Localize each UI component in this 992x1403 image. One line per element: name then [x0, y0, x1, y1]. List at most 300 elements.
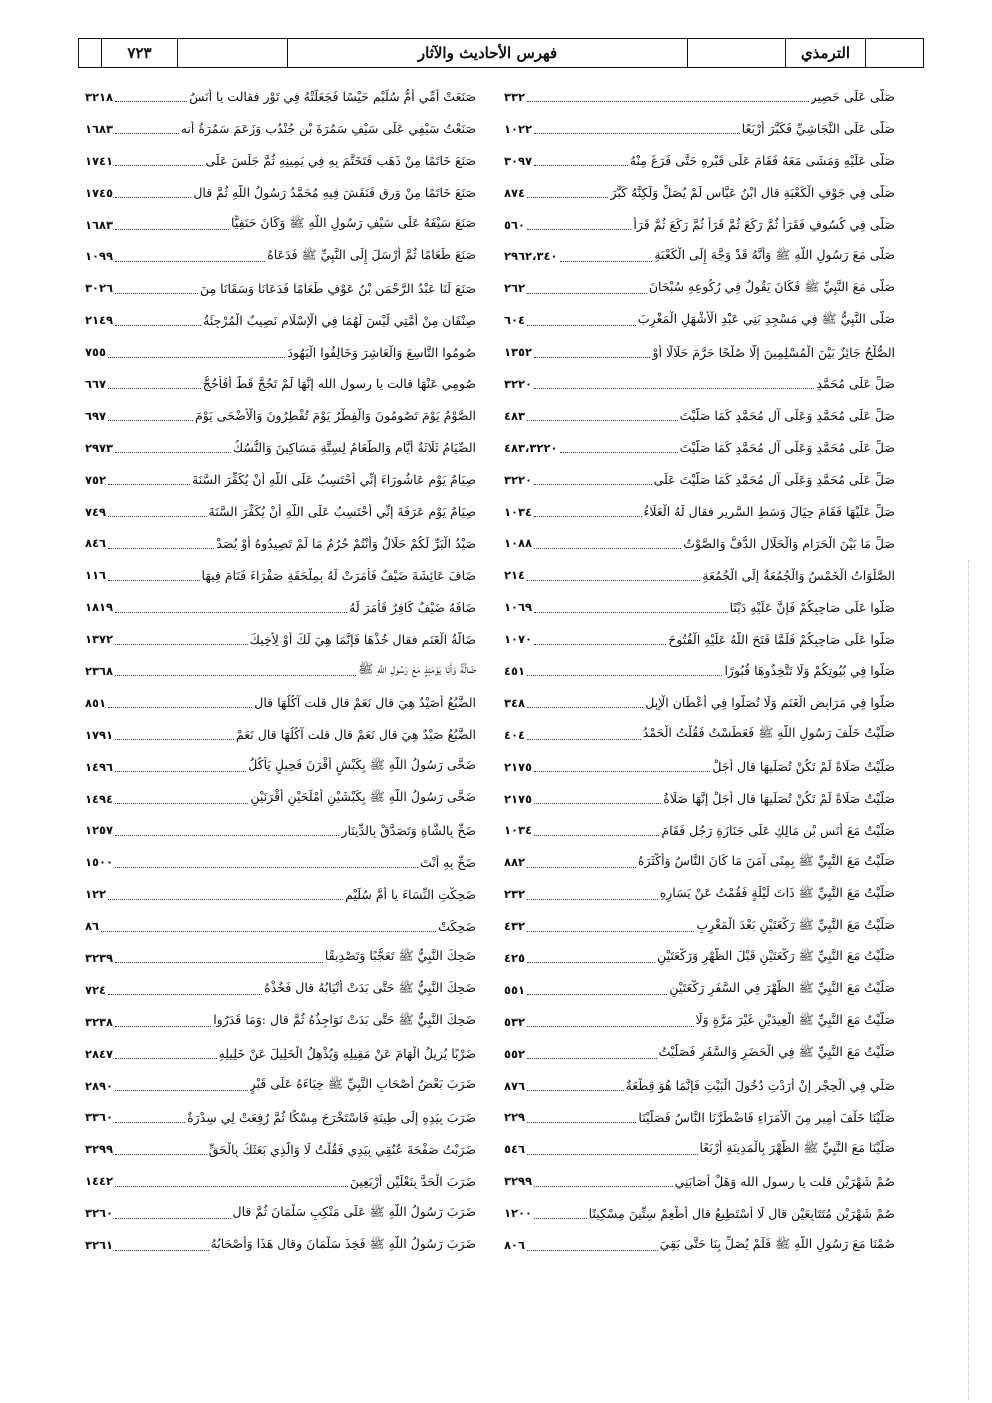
leader-dots: [115, 1154, 207, 1155]
leader-dots: [115, 133, 179, 134]
entry-text: ضَحِكَ النَّبِيُّ ﷺ حَتَّى بَدَتْ نَوَاجِذُهُ ثُمَّ قال :وَمَا قَدَرُوا: [213, 1012, 476, 1028]
entry-text: ضَرْبًا يُزِيلُ الْهَامَ عَنْ مَقِيلِهِ وَيُذْهِلُ الْخَلِيلَ عَنْ خَلِيلِهِ: [218, 1046, 476, 1062]
entry-text: صُومِي عَنْهَا قالت يا رسول الله إِنَّهَا لَمْ تَحُجَّ قَطُّ أَفَأَحُجُّ: [202, 376, 476, 392]
index-entry: [504, 400, 895, 432]
entry-text: صَلِّ عَلَى مُحَمَّدٍ: [816, 376, 895, 392]
index-entry: [85, 687, 476, 719]
entry-ref-number: ١٠٨٨: [504, 536, 533, 551]
entry-text: ضَرَبَ بِيَدِهِ إِلَى طِينَةٍ فَاسْتَخْرَجَ مِسْكًا ثُمَّ رُفِعَتْ لِي سِدْرَةٌ: [187, 1109, 476, 1125]
entry-ref-number: ١٢٠٠: [504, 1206, 533, 1221]
entry-ref-number: ٦٦٧: [85, 376, 107, 391]
entry-ref-number: ١٨١٩: [85, 600, 114, 615]
entry-text: الصُّلْحُ جَائِزٌ بَيْنَ الْمُسْلِمِينَ إِلَّا صُلْحًا حَرَّمَ حَلَالًا أَوْ: [652, 344, 895, 360]
entry-ref-number: ٣٢٦٠: [85, 1206, 114, 1221]
entry-ref-number: ٢٢٩: [504, 1110, 526, 1125]
entry-text: ضَحَّى رَسُولُ اللَّهِ ﷺ بِكَبْشَيْنِ أَمْلَحَيْنِ أَقْرَنَيْنِ: [250, 789, 476, 805]
entry-text: صَلُّوا عَلَى صَاحِبِكُمْ فَإِنَّ عَلَيْهِ دَيْنًا: [729, 599, 895, 615]
index-entry: [504, 527, 895, 559]
index-entry: [504, 209, 895, 241]
entry-ref-number: ٥٥١: [504, 982, 526, 997]
entry-text: ضَافَهُ ضَيْفٌ كَافِرٌ فَأَمَرَ لَهُ: [349, 599, 476, 615]
leader-dots: [115, 962, 323, 963]
index-entry: [85, 1102, 476, 1134]
entry-text: صُومُوا التَّاسِعَ وَالْعَاشِرَ وَخَالِفُوا الْيَهُودَ: [287, 344, 476, 360]
leader-dots: [527, 580, 700, 581]
entry-ref-number: ٤٠٤: [504, 727, 526, 742]
entry-ref-number: ٤٢٥: [504, 950, 526, 965]
leader-dots: [534, 388, 814, 389]
leader-dots: [115, 739, 234, 740]
entry-text: صَنَعْتُ سَيْفِي عَلَى سَيْفِ سَمُرَةَ بْنِ جُنْدُبٍ وَزَعَمَ سَمُرَةُ أنه: [180, 121, 476, 137]
entry-text: صَلَّى عَلَى حَصِيرٍ: [810, 89, 895, 105]
index-entry: [504, 304, 895, 336]
index-entry: [504, 878, 895, 910]
index-entry: [85, 145, 476, 177]
entry-text: صَلَّيْتُ مَعَ النَّبِيِّ ﷺ بِمِنًى آمَنَ مَا كَانَ النَّاسُ وَأَكْثَرَهُ: [637, 852, 895, 868]
entry-text: ضَرَبَ رَسُولُ اللَّهِ ﷺ عَلَى مَنْكِبِ سَلْمَانَ ثُمَّ قال: [232, 1203, 476, 1219]
index-entry: [85, 1229, 476, 1261]
leader-dots: [115, 1186, 348, 1187]
entry-text: صَنَعَ طَعَامًا ثُمَّ أَرْسَلَ إِلَى النَّبِيِّ ﷺ فَدَعَاهُ: [267, 246, 476, 262]
entry-text: صَلِّي فِي الْحِجْرِ إِنْ أَرَدْتِ دُخُولَ الْبَيْتِ فَإِنَّمَا هُوَ قِطْعَةٌ: [625, 1078, 895, 1094]
leader-dots: [115, 325, 201, 326]
entry-text: صَنَعَتْ أُمِّي أُمُّ سُلَيْمٍ حَيْسًا فَجَعَلَتْهُ فِي تَوْرٍ فقالت يا أَنَسُ: [189, 89, 476, 105]
entry-ref-number: ٤٣٢: [504, 919, 526, 934]
entry-ref-number: ١٠٣٤: [504, 504, 533, 519]
leader-dots: [527, 1154, 697, 1155]
entry-text: صُمْ شَهْرَيْنِ مُتَتَابِعَيْنِ قال لَا أَسْتَطِيعُ قال أَطْعِمْ سِتِّينَ مِسْكِينًا: [588, 1205, 895, 1221]
index-entry: [504, 1006, 895, 1038]
index-entry: [85, 974, 476, 1006]
entry-ref-number: ١٤٤٢: [85, 1174, 114, 1189]
index-entry: [85, 368, 476, 400]
entry-text: الصِّيَامُ ثَلَاثَةُ أَيَّامٍ وَالطَّعَامُ لِسِتَّةِ مَسَاكِينَ وَالنُّسُكُ: [232, 440, 476, 456]
leader-dots: [534, 835, 659, 836]
entry-text: صَلِّ عَلَيْهَا فَقَامَ حِيَالَ وَسَطِ السَّرِيرِ فقال لَهُ الْعَلَاءُ: [643, 504, 895, 520]
index-entry: [85, 496, 476, 528]
index-entry: [85, 209, 476, 241]
leader-dots: [108, 357, 285, 358]
index-entry: [504, 272, 895, 304]
index-entry: [85, 81, 476, 113]
index-entry: [504, 591, 895, 623]
entry-text: صَلَّيْتُ مَعَ أَنَسِ بْنِ مَالِكٍ عَلَى جَنَازَةِ رَجُلٍ فَقَامَ: [661, 822, 895, 838]
entry-ref-number: ٣٢٢٠: [504, 376, 533, 391]
entry-ref-number: ١٠٩٩: [85, 249, 114, 264]
leader-dots: [115, 229, 229, 230]
index-entry: [85, 910, 476, 942]
entry-ref-number: ٨٥١: [85, 695, 107, 710]
index-entry: [85, 113, 476, 145]
entry-ref-number: ٣٢١٨: [85, 89, 114, 104]
index-entry: [85, 623, 476, 655]
index-entry: [85, 751, 476, 783]
entry-ref-number: ١٠٢٢: [504, 121, 533, 136]
leader-dots: [527, 739, 641, 740]
index-entry: [504, 1165, 895, 1197]
entry-ref-number: ١٢٥٧: [85, 823, 114, 838]
index-entry: [504, 623, 895, 655]
entry-text: صَلَّيْنَا خَلْفَ أَمِيرٍ مِنَ الْأُمَرَاءِ فَاضْطَرَّنَا النَّاسُ فَصَلَّيْنَا: [638, 1109, 895, 1125]
entry-ref-number: ٢١٧٥: [504, 759, 533, 774]
leader-dots: [534, 516, 641, 517]
index-entry: [504, 145, 895, 177]
entry-ref-number: ٥٣٢: [504, 1014, 526, 1029]
entry-ref-number: ٣٢٢٠: [504, 472, 533, 487]
index-entry: [85, 783, 476, 815]
entry-text: صَلَّيْتُ مَعَ النَّبِيِّ ﷺ رَكْعَتَيْنِ بَعْدَ الْمَغْرِبِ: [696, 916, 895, 932]
entry-ref-number: ٣٢٣٨: [85, 1014, 114, 1029]
leader-dots: [527, 899, 658, 900]
leader-dots: [527, 420, 678, 421]
entry-text: ضَحِكَ النَّبِيُّ ﷺ تَعَجُّبًا وَتَصْدِيقًا: [324, 948, 476, 964]
header-spacer-left: [177, 39, 287, 67]
entry-text: ضَالَّةُ الْغَنَمِ فقال خُذْهَا فَإِنَّمَا هِيَ لَكَ أَوْ لِأَخِيكَ: [249, 631, 476, 647]
entry-text: صَلِّ عَلَى مُحَمَّدٍ وَعَلَى آلِ مُحَمَّدٍ كَمَا صَلَّيْتَ: [679, 440, 895, 456]
leader-dots: [115, 1026, 211, 1027]
margin-rule: [968, 560, 969, 1400]
leader-dots: [527, 931, 694, 932]
entry-text: صَلِّ عَلَى مُحَمَّدٍ وَعَلَى آلِ مُحَمَّدٍ كَمَا صَلَّيْتَ: [679, 408, 895, 424]
entry-text: الصَّلَوَاتُ الْخَمْسُ وَالْجُمُعَةُ إِلَى الْجُمُعَةِ: [702, 567, 895, 583]
entry-ref-number: ٢٩٦٢،٣٤٠: [504, 249, 558, 264]
leader-dots: [534, 133, 740, 134]
entry-ref-number: ٢٨٩٠: [85, 1078, 114, 1093]
header-corner-right: [865, 39, 923, 67]
book-name: الترمذي: [785, 39, 865, 67]
entry-ref-number: ٤٨٣: [504, 408, 526, 423]
leader-dots: [115, 835, 339, 836]
index-entry: [504, 783, 895, 815]
index-entry: [504, 240, 895, 272]
index-entry: [85, 846, 476, 878]
leader-dots: [115, 293, 198, 294]
entry-text: صَنَعَ لَنَا عَبْدُ الرَّحْمَنِ بْنُ عَوْفٍ طَعَامًا فَدَعَانَا وَسَقَانَا مِنَ: [199, 280, 476, 296]
leader-dots: [534, 612, 728, 613]
leader-dots: [527, 197, 608, 198]
entry-text: صَلَّيْتُ مَعَ النَّبِيِّ ﷺ الظُّهْرَ فِي السَّفَرِ رَكْعَتَيْنِ: [669, 980, 895, 996]
index-entry: [85, 591, 476, 623]
entry-ref-number: ٢١٧٥: [504, 791, 533, 806]
entry-text: صَلُّوا فِي مَرَابِضِ الْغَنَمِ وَلَا تُصَلُّوا فِي أَعْطَانِ الْإِبِلِ: [645, 695, 895, 711]
header-corner-left: [79, 39, 101, 67]
entry-ref-number: ٣٢٩٩: [85, 1142, 114, 1157]
leader-dots: [108, 548, 214, 549]
index-entry: [85, 655, 476, 687]
leader-dots: [115, 644, 248, 645]
entry-text: صَلِّ عَلَى مُحَمَّدٍ وَعَلَى آلِ مُحَمَّدٍ كَمَا صَلَّيْتَ عَلَى: [653, 472, 895, 488]
entry-ref-number: ٣٢٩٩: [504, 1174, 533, 1189]
entry-text: ضَحِكَتْ: [438, 918, 476, 934]
leader-dots: [115, 867, 418, 868]
entry-text: صَلَّيْتُ خَلْفَ رَسُولِ اللَّهِ ﷺ فَعَطَسْتُ فَقُلْتُ الْحَمْدُ: [642, 725, 895, 741]
entry-ref-number: ٣٤٨: [504, 695, 526, 710]
leader-dots: [534, 357, 650, 358]
index-entry: [504, 464, 895, 496]
index-entry: [85, 240, 476, 272]
leader-dots: [115, 771, 246, 772]
entry-ref-number: ١٢٢: [85, 887, 107, 902]
entry-text: صَنَعَ سَيْفَهُ عَلَى سَيْفِ رَسُولِ اللَّهِ ﷺ وَكَانَ حَنَفِيًّا: [231, 215, 476, 230]
entry-ref-number: ٨٧٤: [504, 185, 526, 200]
index-entry: [85, 1197, 476, 1229]
entry-ref-number: ٨٧٦: [504, 1078, 526, 1093]
entry-ref-number: ١٤٩٤: [85, 791, 114, 806]
entry-ref-number: ٧٥٥: [85, 345, 107, 360]
leader-dots: [534, 1186, 673, 1187]
entry-text: ضَرَبَ بَعْضُ أَصْحَابِ النَّبِيِّ ﷺ خِبَاءَهُ عَلَى قَبْرٍ: [249, 1076, 476, 1092]
index-entry: [504, 1070, 895, 1102]
entry-text: صَلَّى فِي جَوْفِ الْكَعْبَةِ قال ابْنُ عَبَّاسٍ لَمْ يُصَلِّ وَلَكِنَّهُ كَبَّرَ: [610, 185, 895, 201]
leader-dots: [527, 325, 636, 326]
leader-dots: [108, 516, 206, 517]
entry-text: صَلَّى عَلَى النَّجَاشِيِّ فَكَبَّرَ أَرْبَعًا: [741, 121, 895, 137]
index-entry: [504, 336, 895, 368]
leader-dots: [527, 962, 655, 963]
leader-dots: [534, 1218, 587, 1219]
page-title: فهرس الأحاديث والآثار: [287, 39, 687, 67]
entry-ref-number: ٢٣٦٨: [85, 663, 114, 678]
index-entry: [504, 655, 895, 687]
leader-dots: [527, 1026, 693, 1027]
entry-ref-number: ١١٦: [85, 568, 107, 583]
leader-dots: [108, 899, 343, 900]
leader-dots: [115, 612, 347, 613]
leader-dots: [527, 1122, 636, 1123]
index-entry: [504, 81, 895, 113]
leader-dots: [108, 707, 252, 708]
index-entry: [504, 177, 895, 209]
entry-text: ضَحِّ بِالشَّاةِ وَتَصَدَّقْ بِالدِّينَارِ: [341, 822, 476, 838]
entry-text: صُمْنَا مَعَ رَسُولِ اللَّهِ ﷺ فَلَمْ يُصَلِّ بِنَا حَتَّى بَقِيَ: [659, 1235, 895, 1251]
entry-ref-number: ٢١٤: [504, 568, 526, 583]
index-entry: [504, 942, 895, 974]
entry-text: صِيَامُ يَوْمِ عَاشُورَاءَ إِنِّي أَحْتَسِبُ عَلَى اللَّهِ أَنْ يُكَفِّرَ السَّنَةَ: [191, 472, 476, 488]
entry-text: صَنَعَ خَاتَمًا مِنْ وَرِقٍ فَنَقَشَ فِيهِ مُحَمَّدٌ رَسُولُ اللَّهِ ثُمَّ قال: [193, 185, 476, 201]
entry-text: صَلَّى فِي كُسُوفٍ فَقَرَأَ ثُمَّ رَكَعَ ثُمَّ قَرَأَ ثُمَّ رَكَعَ ثُمَّ قَرَأَ: [633, 217, 895, 232]
entry-text: صُمْ شَهْرَيْنِ قلت يا رسول الله وَهَلْ أَصَابَنِي: [674, 1173, 895, 1189]
leader-dots: [527, 229, 631, 230]
entry-ref-number: ٦٩٧: [85, 408, 107, 423]
entry-ref-number: ٧٥٢: [85, 472, 107, 487]
index-entry: [85, 1133, 476, 1165]
entry-text: صَلَّى مَعَ رَسُولِ اللَّهِ ﷺ وَأَنَّهُ قَدْ وَجَّهَ إِلَى الْكَعْبَةِ: [654, 246, 895, 262]
right-column: [504, 81, 895, 1261]
leader-dots: [527, 707, 643, 708]
index-entry: [504, 1197, 895, 1229]
leader-dots: [527, 1058, 656, 1059]
page-number: ٧٢٣: [101, 39, 177, 67]
entry-text: الضَّبُعُ أَصَيْدٌ هِيَ قال نَعَمْ قال قلت آكُلُهَا قال: [254, 695, 476, 711]
index-entry: [85, 719, 476, 751]
entry-text: صَلَّيْتُ صَلَاةً لَمْ تَكُنْ تُصَلِّيهَا قال أَجَلْ: [712, 759, 895, 775]
entry-text: صَلَّى عَلَيْهِ وَمَشَى مَعَهُ فَقَامَ عَلَى قَبْرِهِ حَتَّى فَرَغَ مِنْهُ: [629, 153, 895, 169]
entry-text: صَلَّى النَّبِيُّ ﷺ فِي مَسْجِدِ بَنِي عَبْدِ الْأَشْهَلِ الْمَغْرِبَ: [637, 310, 895, 326]
index-entry: [504, 974, 895, 1006]
entry-ref-number: ١٦٨٣: [85, 217, 114, 232]
index-columns: [85, 81, 895, 1381]
index-entry: [85, 400, 476, 432]
index-entry: [85, 336, 476, 368]
leader-dots: [115, 452, 231, 453]
entry-ref-number: ٣٠٩٧: [504, 153, 533, 168]
leader-dots: [108, 484, 190, 485]
entry-ref-number: ٥٥٢: [504, 1046, 526, 1061]
leader-dots: [560, 452, 678, 453]
entry-text: صَلَّيْتُ مَعَ النَّبِيِّ ﷺ الْعِيدَيْنِ غَيْرَ مَرَّةٍ وَلَا: [695, 1012, 895, 1028]
entry-ref-number: ١٦٨٣: [85, 121, 114, 136]
entry-ref-number: ٦٠٤: [504, 313, 526, 328]
index-entry: [85, 304, 476, 336]
entry-ref-number: ١٤٩٦: [85, 759, 114, 774]
entry-text: الصَّوْمُ يَوْمَ تَصُومُونَ وَالْفِطْرُ يَوْمَ تُفْطِرُونَ وَالْأَضْحَى يَوْمَ: [195, 408, 476, 424]
index-entry: [85, 432, 476, 464]
entry-text: صَلُّوا عَلَى صَاحِبِكُمْ فَلَمَّا فَتَحَ اللَّهُ عَلَيْهِ الْفُتُوحَ: [668, 631, 895, 647]
entry-ref-number: ٢٣٢: [504, 887, 526, 902]
entry-ref-number: ١٥٠٠: [85, 855, 114, 870]
leader-dots: [534, 771, 710, 772]
entry-text: صَلَّيْتُ مَعَ النَّبِيِّ ﷺ رَكْعَتَيْنِ قَبْلَ الظُّهْرِ وَرَكْعَتَيْنِ: [657, 948, 895, 964]
entry-ref-number: ١٠٣٤: [504, 823, 533, 838]
entry-text: ضَحَّى رَسُولُ اللَّهِ ﷺ بِكَبْشٍ أَقْرَنَ فَحِيلٍ يَأْكُلُ: [248, 757, 476, 773]
index-entry: [504, 1229, 895, 1261]
index-entry: [85, 942, 476, 974]
entry-text: صَيْدُ الْبَرِّ لَكُمْ حَلَالٌ وَأَنْتُمْ حُرُمٌ مَا لَمْ تَصِيدُوهُ أَوْ يُصَدْ: [216, 535, 476, 551]
leader-dots: [527, 675, 722, 676]
entry-text: ضَافَ عَائِشَةَ ضَيْفٌ فَأَمَرَتْ لَهُ بِمِلْحَفَةٍ صَفْرَاءَ فَنَامَ فِيهَا: [201, 567, 476, 583]
entry-ref-number: ٢٨٤٧: [85, 1046, 114, 1061]
index-entry: [504, 559, 895, 591]
index-entry: [504, 1133, 895, 1165]
index-entry: [504, 910, 895, 942]
entry-ref-number: ٤٥١: [504, 663, 526, 678]
leader-dots: [560, 261, 653, 262]
entry-text: ضَحِّ بِهِ أَنْتَ: [419, 854, 476, 870]
leader-dots: [115, 1058, 217, 1059]
leader-dots: [115, 101, 187, 102]
entry-text: صَنَعَ خَاتَمًا مِنْ ذَهَبٍ فَتَخَتَّمَ بِهِ فِي يَمِينِهِ ثُمَّ جَلَسَ عَلَى: [205, 153, 476, 169]
entry-ref-number: ٥٤٦: [504, 1142, 526, 1157]
index-entry: [504, 113, 895, 145]
index-entry: [85, 1165, 476, 1197]
leader-dots: [115, 803, 248, 804]
leader-dots: [534, 644, 666, 645]
entry-text: صَلُّوا فِي بُيُوتِكُمْ وَلَا تَتَّخِذُوهَا قُبُورًا: [724, 663, 895, 679]
index-entry: [85, 1070, 476, 1102]
header-spacer-right: [687, 39, 785, 67]
entry-ref-number: ١٧٩١: [85, 727, 114, 742]
index-entry: [504, 432, 895, 464]
index-entry: [85, 177, 476, 209]
index-entry: [85, 559, 476, 591]
entry-text: ضَالَّةٌ وَأَنَا يَوْمَئِذٍ مَعَ رَسُولِ اللَّهِ ﷺ: [358, 661, 476, 677]
index-entry: [85, 272, 476, 304]
leader-dots: [534, 803, 661, 804]
index-entry: [504, 1038, 895, 1070]
entry-ref-number: ١٧٤٥: [85, 185, 114, 200]
index-entry: [85, 814, 476, 846]
entry-ref-number: ١٠٦٩: [504, 600, 533, 615]
index-entry: [504, 1102, 895, 1134]
leader-dots: [101, 931, 436, 932]
entry-ref-number: ١٠٧٠: [504, 632, 533, 647]
entry-text: ضَحِكْتِ النِّسَاءَ يا أُمَّ سُلَيْمٍ: [345, 886, 476, 902]
leader-dots: [534, 484, 652, 485]
leader-dots: [115, 1090, 248, 1091]
entry-text: صَلِّ مَا بَيْنَ الْحَرَامِ وَالْحَلَالِ الدُّفُّ وَالصَّوْتُ: [683, 535, 895, 551]
entry-text: ضَرَبْتُ صَفْحَةَ عُنُقِي بِيَدِي فَقُلْتُ لَا وَالَّذِي بَعَثَكَ بِالْحَقِّ: [208, 1141, 476, 1157]
entry-ref-number: ٣٣٢: [504, 89, 526, 104]
index-entry: [504, 846, 895, 878]
leader-dots: [115, 1122, 185, 1123]
entry-ref-number: ٣٢٦١: [85, 1238, 114, 1252]
leader-dots: [527, 101, 809, 102]
index-entry: [504, 751, 895, 783]
index-entry: [85, 1006, 476, 1038]
entry-text: صَلَّيْنَا مَعَ النَّبِيِّ ﷺ الظُّهْرَ بِالْمَدِينَةِ أَرْبَعًا: [699, 1139, 895, 1155]
leader-dots: [115, 261, 265, 262]
entry-ref-number: ٢١٤٩: [85, 313, 114, 328]
leader-dots: [527, 994, 667, 995]
entry-ref-number: ٢٩٧٣: [85, 440, 114, 455]
entry-ref-number: ٨٨٢: [504, 855, 526, 870]
entry-ref-number: ٣٢٣٩: [85, 950, 114, 965]
leader-dots: [527, 1250, 658, 1251]
leader-dots: [534, 165, 628, 166]
index-entry: [504, 368, 895, 400]
index-entry: [85, 464, 476, 496]
leader-dots: [108, 994, 262, 995]
leader-dots: [527, 293, 647, 294]
index-entry: [504, 719, 895, 751]
entry-ref-number: ١٣٥٢: [504, 345, 533, 360]
entry-text: صَلَّيْتُ مَعَ النَّبِيِّ ﷺ ذَاتَ لَيْلَةٍ فَقُمْتُ عَنْ يَسَارِهِ: [659, 884, 895, 900]
leader-dots: [115, 1250, 208, 1251]
entry-ref-number: ٣٣٦٠: [85, 1110, 114, 1125]
leader-dots: [115, 165, 203, 166]
entry-ref-number: ٨٦: [85, 919, 100, 934]
leader-dots: [115, 1218, 230, 1219]
entry-text: صِنْفَانِ مِنْ أُمَّتِي لَيْسَ لَهُمَا فِي الْإِسْلَامِ نَصِيبٌ الْمُرْجِئَةُ: [203, 312, 476, 328]
entry-ref-number: ٣٠٢٦: [85, 281, 114, 296]
leader-dots: [115, 675, 356, 676]
leader-dots: [115, 197, 191, 198]
index-entry: [504, 687, 895, 719]
entry-ref-number: ٧٤٩: [85, 504, 107, 519]
entry-ref-number: ٢٦٢: [504, 281, 526, 296]
index-entry: [85, 527, 476, 559]
leader-dots: [527, 1090, 624, 1091]
entry-text: صَلَّيْتُ مَعَ النَّبِيِّ ﷺ فِي الْحَضَرِ وَالسَّفَرِ فَصَلَّيْتُ: [658, 1044, 895, 1060]
entry-ref-number: ١٧٤١: [85, 153, 114, 168]
entry-ref-number: ٥٦٠: [504, 217, 526, 232]
entry-text: صَلَّى مَعَ النَّبِيِّ ﷺ فَكَانَ يَقُولُ فِي رُكُوعِهِ سُبْحَانَ: [648, 278, 895, 294]
index-entry: [504, 814, 895, 846]
entry-ref-number: ٨٤٦: [85, 536, 107, 551]
index-entry: [85, 1038, 476, 1070]
entry-text: ضَرَبَ الْحَدَّ بِنَعْلَيْنِ أَرْبَعِينَ: [349, 1173, 476, 1189]
left-column: [85, 81, 476, 1261]
entry-text: صَلَّيْتُ صَلَاةً لَمْ تَكُنْ تُصَلِّيهَا قال أَجَلْ إِنَّهَا صَلَاةُ: [663, 791, 895, 807]
page-header: [78, 38, 924, 68]
entry-text: ضَرَبَ رَسُولُ اللَّهِ ﷺ فَخِذَ سَلْمَانَ وقال هَذَا وَأَصْحَابُهُ: [210, 1235, 476, 1251]
leader-dots: [527, 867, 636, 868]
entry-text: صِيَامُ يَوْمِ عَرَفَةَ إِنِّي أَحْتَسِبُ عَلَى اللَّهِ أَنْ يُكَفِّرَ السَّنَةَ: [208, 504, 476, 520]
leader-dots: [534, 548, 681, 549]
entry-ref-number: ١٣٧٢: [85, 632, 114, 647]
leader-dots: [108, 388, 201, 389]
leader-dots: [108, 420, 193, 421]
